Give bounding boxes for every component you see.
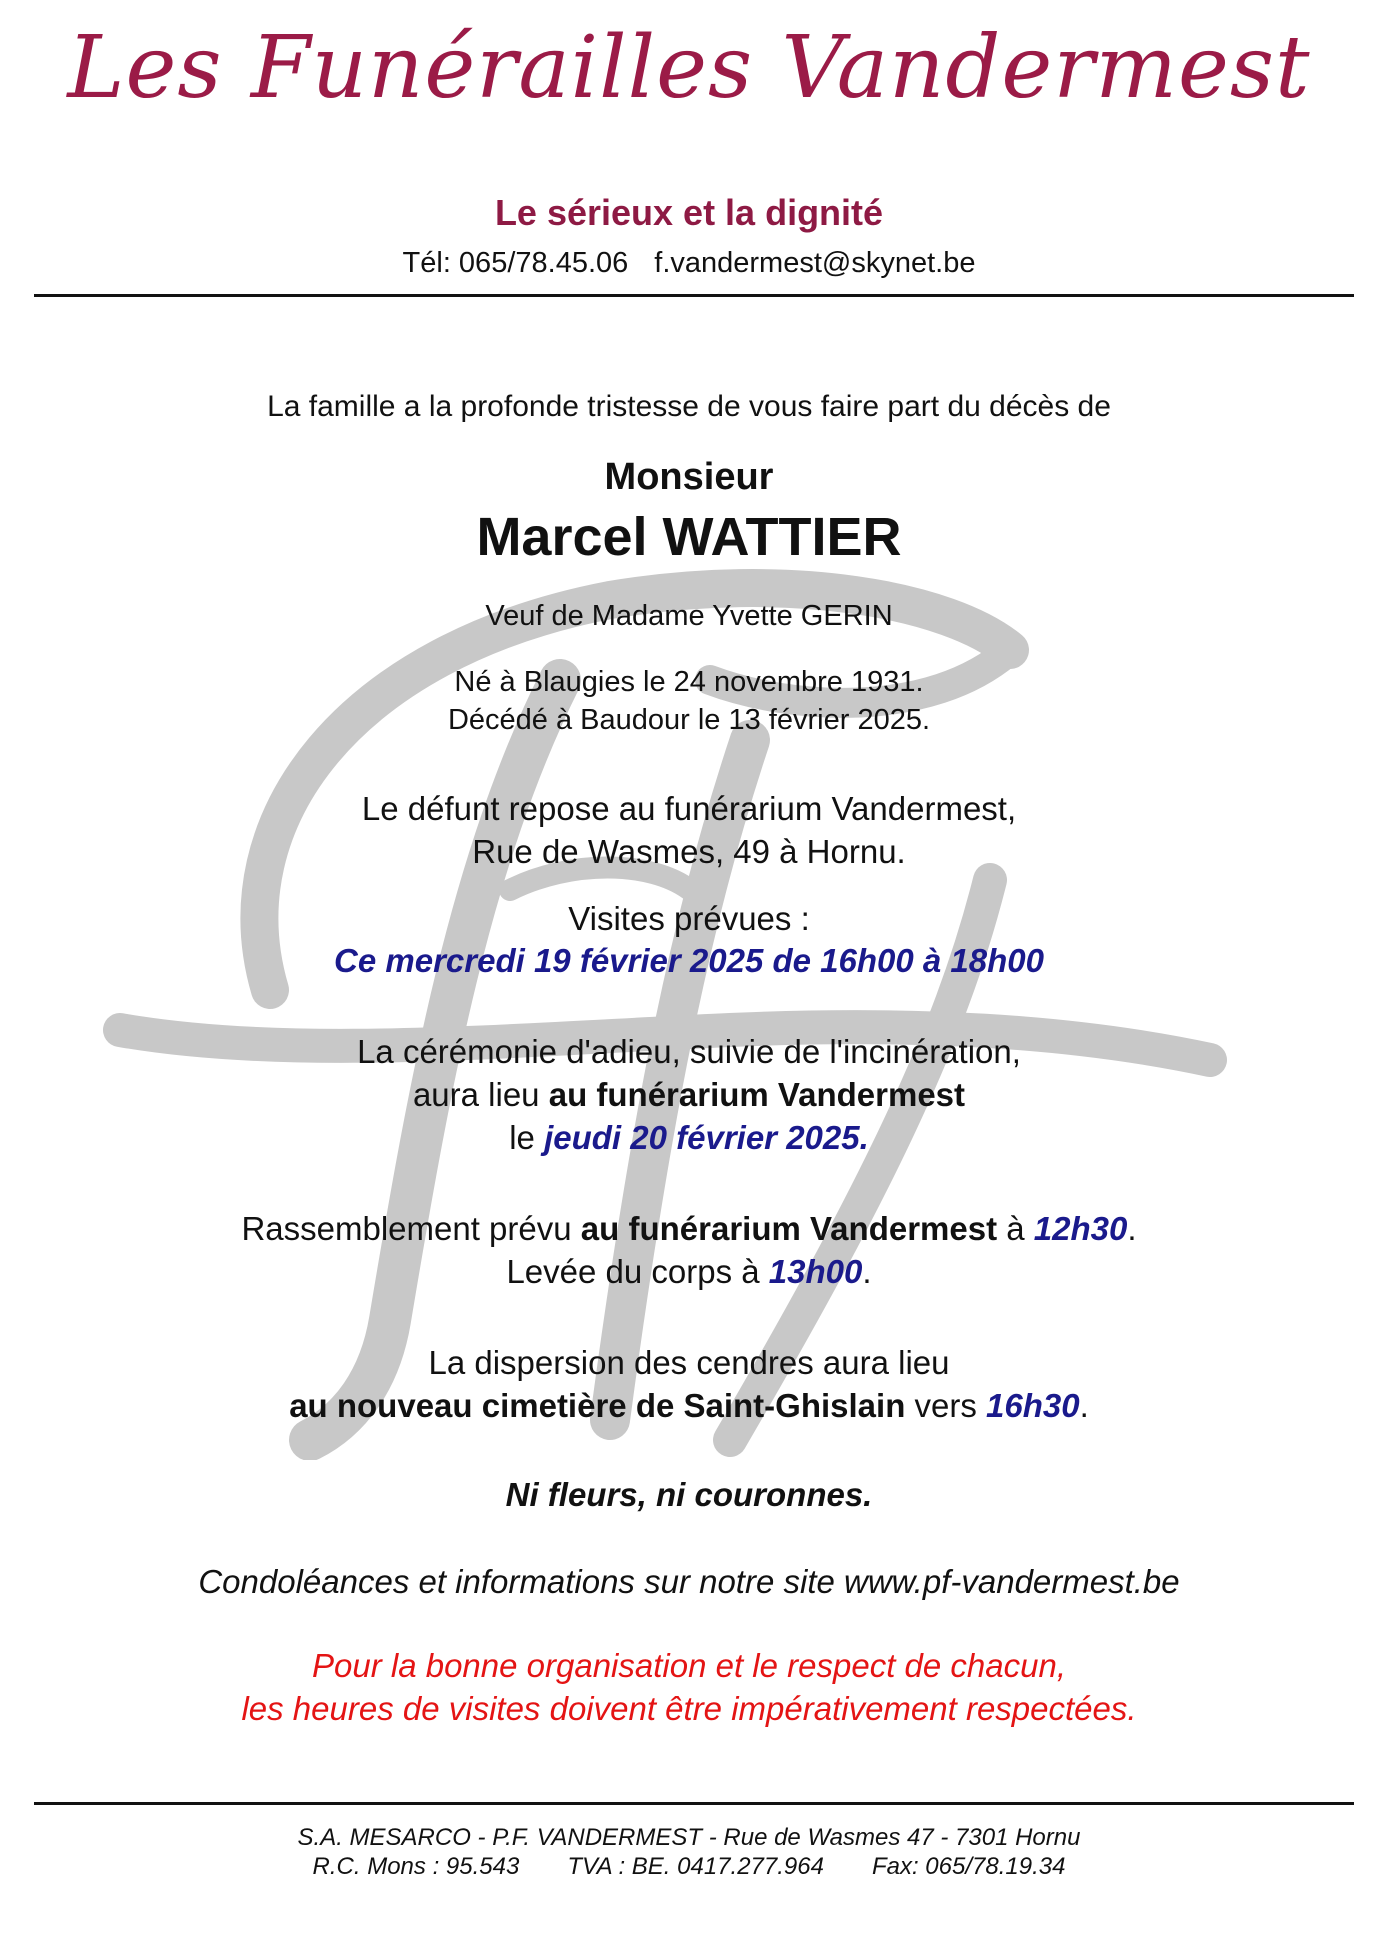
ceremony-date-prefix: le	[509, 1119, 535, 1156]
visits-label: Visites prévues :	[568, 900, 810, 937]
departure-prefix: Levée du corps à	[506, 1253, 760, 1290]
gathering-place: au funérarium Vandermest	[580, 1210, 998, 1247]
departure-period: .	[862, 1253, 872, 1290]
gathering-period: .	[1127, 1210, 1137, 1247]
birth-line: Né à Blaugies le 24 novembre 1931.	[454, 666, 924, 698]
gathering-at: à	[1006, 1210, 1025, 1247]
dispersion-time: 16h30	[986, 1387, 1080, 1424]
condolences-line[interactable]: Condoléances et informations sur notre site www.pf-vandermest.be	[198, 1563, 1180, 1600]
footer-divider	[34, 1802, 1354, 1805]
footer-rc: R.C. Mons : 95.543	[312, 1853, 520, 1880]
ceremony-line1: La cérémonie d'adieu, suivie de l'incinération,	[357, 1033, 1021, 1070]
dispersion-around: vers	[914, 1387, 977, 1424]
dispersion-place: au nouveau cimetière de Saint-Ghislain	[289, 1387, 906, 1424]
ceremony-prefix: aura lieu	[412, 1076, 540, 1113]
visits-date: Ce mercredi 19 février 2025 de 16h00 à 18h00	[334, 942, 1044, 979]
deceased-name: Marcel WATTIER	[476, 507, 902, 567]
rest-location-line2: Rue de Wasmes, 49 à Hornu.	[472, 833, 906, 870]
departure-time: 13h00	[768, 1253, 863, 1290]
ceremony-place: au funérarium Vandermest	[548, 1076, 966, 1113]
header-divider	[34, 294, 1354, 297]
deceased-civility: Monsieur	[604, 456, 774, 498]
visit-warning-line1: Pour la bonne organisation et le respect de chacun,	[311, 1647, 1066, 1684]
death-line: Décédé à Baudour le 13 février 2025.	[447, 704, 931, 736]
company-tagline: Le sérieux et la dignité	[494, 192, 884, 233]
footer-registration-line	[0, 1853, 1378, 1881]
ceremony-line2	[0, 1076, 1378, 1114]
dispersion-line1: La dispersion des cendres aura lieu	[428, 1344, 950, 1381]
footer-fax: Fax: 065/78.19.34	[871, 1853, 1066, 1880]
dispersion-period: .	[1079, 1387, 1089, 1424]
email-link[interactable]: f.vandermest@skynet.be	[654, 247, 976, 279]
announcement-intro: La famille a la profonde tristesse de vous faire part du décès de	[267, 390, 1111, 423]
rest-location-line1: Le défunt repose au funérarium Vandermest,	[361, 790, 1017, 827]
phone-number: Tél: 065/78.45.06	[402, 247, 629, 279]
spouse-line: Veuf de Madame Yvette GERIN	[485, 600, 893, 632]
gathering-line	[0, 1210, 1378, 1248]
no-flowers-notice: Ni fleurs, ni couronnes.	[505, 1476, 873, 1513]
dispersion-line2	[0, 1387, 1378, 1425]
visit-warning-line2: les heures de visites doivent être impérativement respectées.	[241, 1690, 1137, 1727]
ceremony-date: jeudi 20 février 2025.	[544, 1119, 869, 1156]
departure-line	[0, 1253, 1378, 1291]
ceremony-line3	[0, 1119, 1378, 1157]
gathering-time: 12h30	[1033, 1210, 1128, 1247]
footer-company-line: S.A. MESARCO - P.F. VANDERMEST - Rue de Wasmes 47 - 7301 Hornu	[297, 1824, 1081, 1851]
company-logo-title: Les Funérailles Vandermest	[67, 18, 1311, 118]
gathering-prefix: Rassemblement prévu	[241, 1210, 572, 1247]
footer-tva: TVA : BE. 0417.277.964	[567, 1853, 824, 1880]
contact-line	[0, 247, 1378, 280]
